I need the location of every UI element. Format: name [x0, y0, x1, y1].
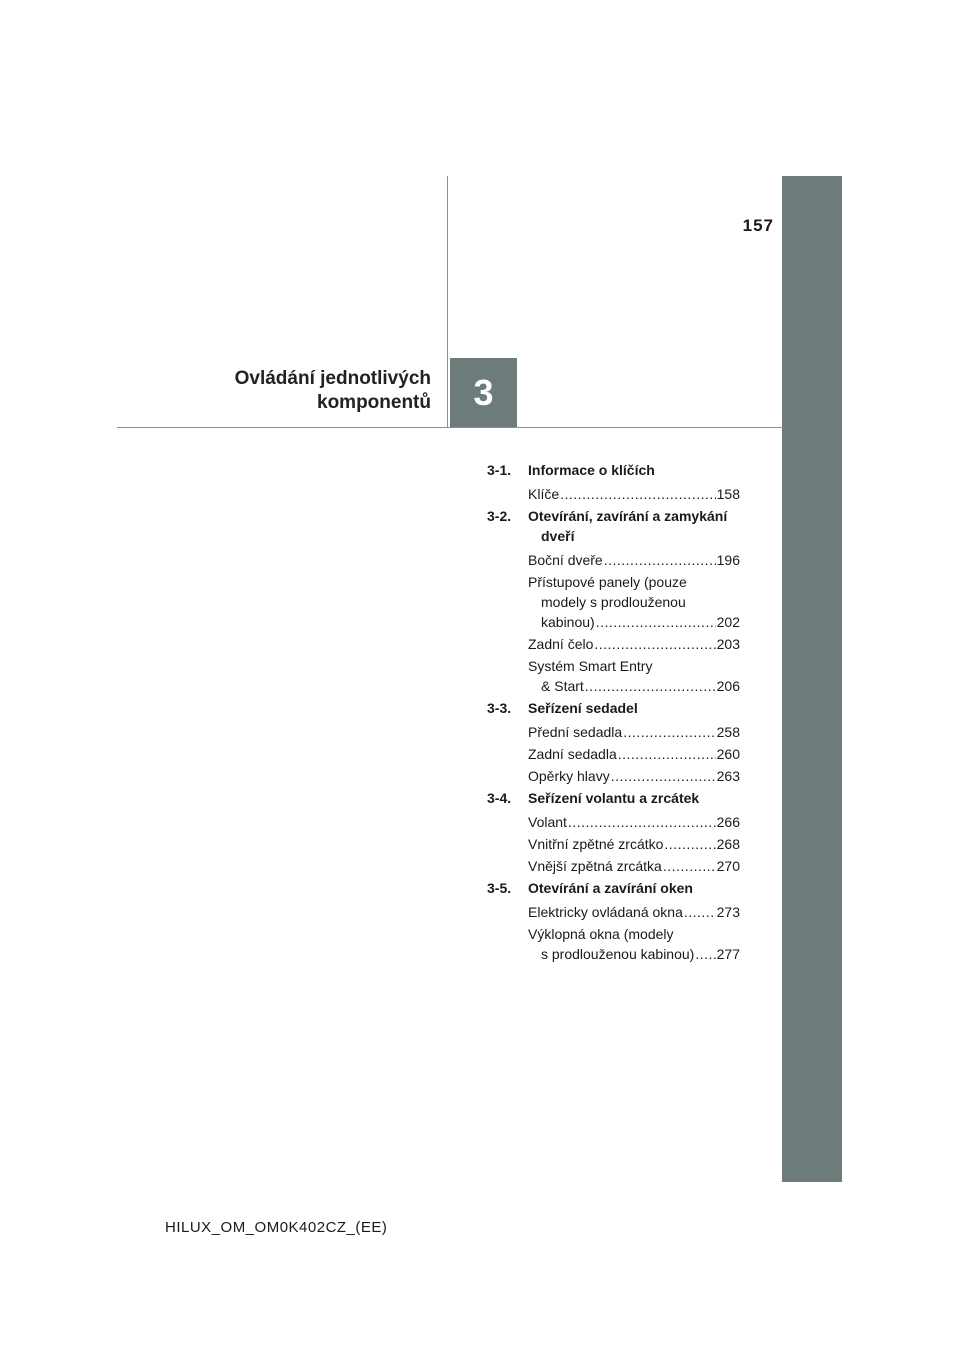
toc-entry-vnejsi-zrcatka[interactable]	[528, 856, 740, 876]
toc-section-3-3	[487, 698, 740, 786]
entry-page: 203	[716, 636, 740, 652]
entry-title-line1: Přístupové panely (pouze	[528, 574, 687, 590]
toc-section-heading[interactable]	[487, 878, 740, 898]
section-title: Informace o klíčích	[528, 462, 655, 478]
entry-page: 260	[716, 746, 740, 762]
leader-dots	[560, 484, 716, 504]
toc-entry-zadni-celo[interactable]	[528, 634, 740, 654]
section-title: Seřízení sedadel	[528, 700, 638, 716]
toc-entry-vyklopna-okna[interactable]	[528, 924, 740, 964]
entry-page: 196	[716, 552, 740, 568]
entry-title: Elektricky ovládaná okna	[528, 904, 683, 920]
entry-page: 258	[716, 724, 740, 740]
chapter-title	[150, 367, 431, 415]
header-horizontal-rule	[117, 427, 783, 428]
section-number: 3-4.	[487, 790, 512, 806]
entry-title: & Start	[541, 678, 584, 694]
table-of-contents	[487, 460, 740, 966]
entry-title-line1: Systém Smart Entry	[528, 658, 653, 674]
entry-title: Vnitřní zpětné zrcátko	[528, 836, 664, 852]
chapter-title-line2: komponentů	[317, 392, 431, 413]
leader-dots	[594, 634, 715, 654]
leader-dots	[604, 550, 716, 570]
entry-title: Opěrky hlavy	[528, 768, 610, 784]
section-title: Seřízení volantu a zrcátek	[528, 790, 700, 806]
entry-title: kabinou)	[541, 614, 595, 630]
section-number: 3-3.	[487, 700, 512, 716]
toc-entry-vnitrni-zrcatko[interactable]	[528, 834, 740, 854]
section-number: 3-2.	[487, 508, 512, 524]
entry-page: 263	[716, 768, 740, 784]
toc-entry-klice[interactable]	[528, 484, 740, 504]
chapter-thumb-tab	[782, 176, 842, 1182]
entry-page: 273	[716, 904, 740, 920]
page-number: 157	[742, 216, 774, 235]
toc-entry-operky-hlavy[interactable]	[528, 766, 740, 786]
toc-entry-elektricka-okna[interactable]	[528, 902, 740, 922]
toc-section-3-1	[487, 460, 740, 504]
entry-title: Přední sedadla	[528, 724, 623, 740]
toc-section-heading[interactable]	[487, 460, 740, 480]
toc-section-heading[interactable]	[487, 506, 740, 546]
header-vertical-rule	[447, 176, 448, 428]
entry-title: s prodlouženou kabinou)	[541, 946, 695, 962]
toc-entry-predni-sedadla[interactable]	[528, 722, 740, 742]
toc-section-heading[interactable]	[487, 698, 740, 718]
entry-title: Volant	[528, 814, 567, 830]
entry-title: Vnější zpětná zrcátka	[528, 858, 662, 874]
leader-dots	[568, 812, 716, 832]
entry-page: 277	[716, 946, 740, 962]
entry-page: 158	[716, 486, 740, 502]
entry-page: 268	[716, 836, 740, 852]
leader-dots	[611, 766, 716, 786]
entry-page: 270	[716, 858, 740, 874]
section-title: Otevírání a zavírání oken	[528, 880, 693, 896]
entry-title: Boční dveře	[528, 552, 603, 568]
leader-dots	[664, 834, 715, 854]
leader-dots	[663, 856, 716, 876]
entry-title: Zadní sedadla	[528, 746, 617, 762]
entry-page: 206	[716, 678, 740, 694]
leader-dots	[585, 676, 716, 696]
entry-title: Zadní čelo	[528, 636, 594, 652]
toc-entry-smart-entry[interactable]	[528, 656, 740, 696]
toc-entry-bocni-dvere[interactable]	[528, 550, 740, 570]
entry-page: 202	[716, 614, 740, 630]
toc-section-heading[interactable]	[487, 788, 740, 808]
section-title-line1: Otevírání, zavírání a zamykání	[528, 508, 728, 524]
toc-section-3-4	[487, 788, 740, 876]
entry-page: 266	[716, 814, 740, 830]
leader-dots	[618, 744, 716, 764]
section-number: 3-1.	[487, 462, 512, 478]
document-code-footer: HILUX_OM_OM0K402CZ_(EE)	[165, 1219, 388, 1236]
entry-title: Klíče	[528, 486, 560, 502]
entry-title-line1: Výklopná okna (modely	[528, 926, 674, 942]
section-title-line2: dveří	[541, 528, 575, 544]
section-title	[528, 506, 740, 546]
toc-entry-pristupove-panely[interactable]	[528, 572, 740, 632]
section-number: 3-5.	[487, 880, 512, 896]
leader-dots	[684, 902, 716, 922]
leader-dots	[596, 612, 716, 632]
leader-dots	[695, 944, 715, 964]
toc-section-3-5	[487, 878, 740, 964]
toc-entry-volant[interactable]	[528, 812, 740, 832]
leader-dots	[623, 722, 715, 742]
chapter-number-badge: 3	[450, 358, 517, 427]
chapter-title-line1: Ovládání jednotlivých	[234, 368, 431, 389]
entry-title-line2: modely s prodlouženou	[541, 594, 686, 610]
toc-section-3-2	[487, 506, 740, 696]
toc-entry-zadni-sedadla[interactable]	[528, 744, 740, 764]
